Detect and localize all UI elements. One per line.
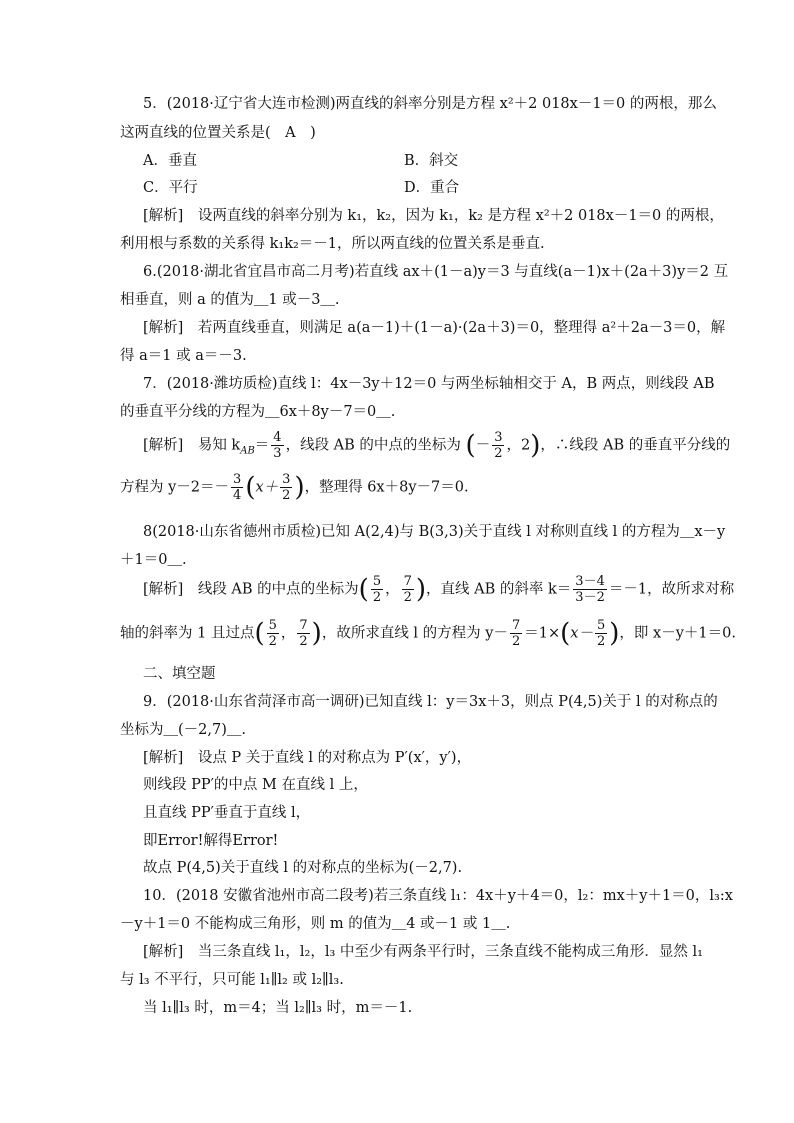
text-line-a10b: 与 l₃ 不平行，只可能 l₁∥l₂ 或 l₂∥l₃. — [120, 972, 344, 988]
a8-p-sep: ， — [280, 625, 296, 642]
a8-x-fraction — [595, 618, 607, 649]
a7-l2-x: x＋ — [255, 479, 279, 496]
a8-m-y-den: 2 — [403, 590, 412, 605]
text-line-a9d: 即Error!解得Error! — [143, 833, 279, 849]
left-paren-2: ( — [245, 472, 256, 503]
a8-p-y — [297, 618, 309, 649]
a8-m-x-den: 2 — [372, 590, 382, 605]
const-denominator: 2 — [282, 488, 291, 503]
a8-m-sep: ， — [385, 581, 400, 598]
a8-k-fraction — [573, 574, 607, 605]
answer-7-line-2 — [120, 472, 469, 503]
a8-left-paren-3: ( — [560, 618, 571, 649]
text-line-q7a: 7．(2018·潍坊质检)直线 l：4x－3y＋12＝0 与两坐标轴相交于 A，B 两点，则线段 AB — [143, 376, 715, 392]
text-line-a9b: 则线段 PP′的中点 M 在直线 l 上， — [143, 777, 368, 793]
text-line-q5c: A．垂直 — [143, 153, 197, 169]
text-line-q5a: 5．(2018·辽宁省大连市检测)两直线的斜率分别是方程 x²＋2 018x－1＝0 的两根，那么 — [143, 96, 717, 112]
pt-rest: ，2 — [506, 437, 531, 454]
a8-p-y-den: 2 — [299, 634, 308, 649]
a8-l2-mid: ，故所求直线 l 的方程为 y－ — [321, 625, 508, 642]
slope-neg-denominator: 4 — [233, 488, 242, 503]
midpoint-x-fraction — [492, 430, 504, 461]
text-line-q8a: 8(2018·山东省德州市质检)已知 A(2,4)与 B(3,3)关于直线 l 对称则直线 l 的方程为＿x－y — [143, 524, 726, 540]
answer-8-line-2 — [120, 618, 736, 649]
slope-denominator: 3 — [273, 446, 282, 461]
answer-8-line-1 — [143, 574, 734, 605]
a8-k-num: 3－4 — [575, 574, 605, 589]
text-line-q6b: 相垂直，则 a 的值为＿1 或－3＿. — [120, 292, 340, 308]
text-line-a10c: 当 l₁∥l₃ 时，m＝4；当 l₂∥l₃ 时，m＝－1. — [143, 1000, 413, 1016]
a7-l2-pre: 方程为 y－2＝－ — [120, 479, 230, 496]
left-paren: ( — [465, 430, 476, 461]
a8-right-paren-3: ) — [609, 618, 620, 649]
right-paren: ) — [530, 430, 541, 461]
a7-tail: ，∴线段 AB 的垂直平分线的 — [540, 437, 731, 454]
text-line-a9e: 故点 P(4,5)关于直线 l 的对称点的坐标为(－2,7). — [143, 860, 463, 876]
a8-p-y-num: 7 — [299, 618, 308, 633]
text-line-a5b: 利用根与系数的关系得 k₁k₂＝－1，所以两直线的位置关系是垂直. — [120, 236, 545, 252]
pt-sign: － — [475, 437, 491, 454]
text-line-q10a: 10．(2018 安徽省池州市高二段考)若三条直线 l₁：4x＋y＋4＝0，l₂：mx＋y＋1＝0，l₃:x — [143, 888, 733, 904]
text-line-sec2: 二、填空题 — [143, 666, 216, 682]
right-paren-2: ) — [294, 472, 305, 503]
midpoint-x-denominator: 2 — [494, 446, 503, 461]
text-line-q5b: 这两直线的位置关系是( A ) — [120, 125, 316, 141]
a8-m-y — [402, 574, 414, 605]
a8-l2-eq: ＝1× — [524, 625, 561, 642]
a8-l1-tail: ＝－1，故所求对称 — [608, 581, 735, 598]
a7-mid: ，线段 AB 的中点的坐标为 — [285, 437, 461, 454]
answer-7-line-1 — [143, 430, 730, 466]
a8-x-num: 5 — [596, 618, 606, 633]
a8-l2-tail: ，即 x－y＋1＝0. — [619, 625, 736, 642]
a8-p-x-num: 5 — [268, 618, 277, 633]
a7-l2-tail: ，整理得 6x＋8y－7＝0. — [304, 479, 469, 496]
slope-neg-numerator: 3 — [233, 472, 242, 487]
a8-p-x — [267, 618, 279, 649]
a8-m-x-num: 5 — [372, 574, 382, 589]
slope-numerator: 4 — [273, 430, 282, 445]
text-line-a9c: 且直线 PP′垂直于直线 l， — [143, 805, 311, 821]
a8-m-y-num: 7 — [403, 574, 412, 589]
text-line-q5d: B．斜交 — [404, 153, 459, 169]
text-line-q7b: 的垂直平分线的方程为＿6x＋8y－7＝0＿. — [120, 404, 396, 420]
a8-y-den: 2 — [511, 634, 521, 649]
text-line-q5f: D．重合 — [404, 180, 460, 196]
a8-l1-mid: ，直线 AB 的斜率 k＝ — [426, 581, 572, 598]
a8-l2-pre: 轴的斜率为 1 且过点 — [120, 625, 255, 642]
a8-right-paren-2: ) — [311, 618, 322, 649]
a8-x-pre: x－ — [570, 625, 593, 642]
text-line-q5e: C．平行 — [143, 180, 198, 196]
text-line-q8b: ＋1＝0＿. — [120, 552, 187, 568]
text-line-a6a: [解析] 若两直线垂直，则满足 a(a－1)＋(1－a)·(2a＋3)＝0，整理得 a²＋2a－3＝0，解 — [143, 320, 726, 336]
a8-p-x-den: 2 — [268, 634, 277, 649]
a8-y-num: 7 — [511, 618, 521, 633]
a8-l1-pre: [解析] 线段 AB 的中点的坐标为 — [143, 581, 359, 598]
slope-fraction — [271, 430, 283, 461]
text-line-q9a: 9．(2018·山东省菏泽市高一调研)已知直线 l：y＝3x＋3，则点 P(4,5)关于 l 的对称点的 — [143, 694, 718, 710]
a8-k-den: 3－2 — [575, 590, 605, 605]
const-fraction — [280, 472, 292, 503]
slope-neg-fraction — [231, 472, 243, 503]
text-line-a6b: 得 a＝1 或 a＝－3. — [120, 348, 247, 364]
const-numerator: 3 — [282, 472, 291, 487]
a8-right-paren: ) — [415, 574, 427, 605]
a8-m-x — [371, 574, 383, 605]
midpoint-x-numerator: 3 — [494, 430, 503, 445]
a7-eq: ＝ — [254, 437, 270, 454]
a8-y-fraction — [510, 618, 522, 649]
text-line-q10b: －y＋1＝0 不能构成三角形，则 m 的值为＿4 或－1 或 1＿. — [120, 916, 511, 932]
a8-left-paren-2: ( — [254, 618, 265, 649]
text-line-a10a: [解析] 当三条直线 l₁，l₂，l₃ 中至少有两条平行时，三条直线不能构成三角形．显然 l₁ — [143, 944, 703, 960]
a7-prefix: [解析] 易知 k — [143, 437, 241, 454]
text-line-q9b: 坐标为＿(－2,7)＿. — [120, 722, 246, 738]
a7-subscript: AB — [240, 445, 255, 457]
text-line-q6a: 6.(2018·湖北省宜昌市高二月考)若直线 ax＋(1－a)y＝3 与直线(a－1)x＋(2a＋3)y＝2 互 — [143, 264, 729, 280]
text-line-a9a: [解析] 设点 P 关于直线 l 的对称点为 P′(x′，y′)， — [143, 750, 472, 766]
a8-left-paren: ( — [358, 574, 369, 605]
a8-x-den: 2 — [596, 634, 606, 649]
text-line-a5a: [解析] 设两直线的斜率分别为 k₁，k₂，因为 k₁，k₂ 是方程 x²＋2 018x－1＝0 的两根， — [143, 208, 724, 224]
